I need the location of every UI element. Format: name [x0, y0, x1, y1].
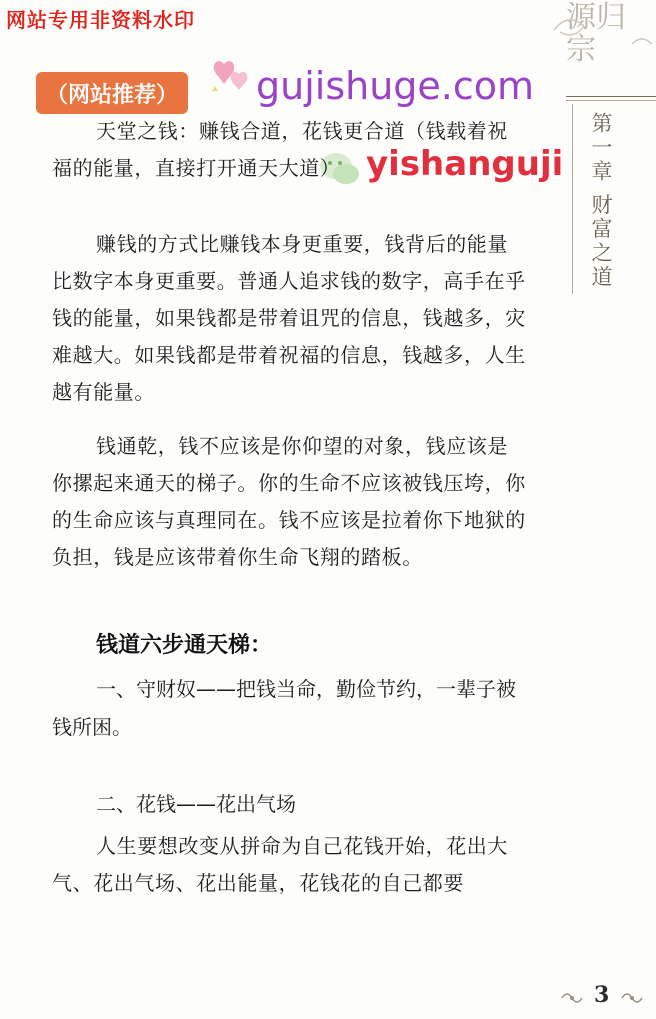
step-2-title: 二、花钱——花出气场	[96, 792, 296, 816]
paragraph-3: 钱通乾，钱不应该是你仰望的对象，钱应该是你摞起来通天的梯子。你的生命不应该被钱压垮，你的生命应该与真理同在。钱不应该是拉着你下地狱的负担，钱是应该带着你生命飞翔的踏板。	[52, 434, 526, 569]
site-handle: yishanguji	[366, 144, 564, 184]
paragraph-2: 赚钱的方式比赚钱本身更重要，钱背后的能量比数字本身更重要。普通人追求钱的数字，高手在乎钱的能量，如果钱都是带着诅咒的信息，钱越多，灾难越大。如果钱都是带着祝福的信息，钱越多，人生越有能量。	[52, 232, 526, 404]
section-heading: 钱道六步通天梯：	[96, 633, 273, 658]
footer-ornament-icon	[620, 988, 644, 1008]
step-2-body: 人生要想改变从拼命为自己花钱开始，花出大气、花出气场、花出能量，花钱花的自己都要	[52, 834, 508, 895]
flourish-ornament-icon	[548, 0, 656, 86]
hearts-icon	[204, 56, 256, 102]
footer-ornament-icon	[560, 988, 584, 1008]
recommend-badge-label: （网站推荐）	[45, 83, 178, 108]
header-decoration: 源归宗	[566, 0, 626, 67]
chapter-label: 第一章 财富之道	[589, 112, 613, 290]
header-rule-secondary	[566, 100, 656, 101]
header-rule	[566, 96, 656, 97]
paragraph-intro: 天堂之钱：赚钱合道，花钱更合道（钱载着祝福的能量，直接打开通天大道）	[52, 119, 508, 180]
chapter-side-rule	[572, 104, 573, 294]
recommend-badge	[36, 72, 188, 114]
page-number: 3	[594, 982, 610, 1008]
step-1: 一、守财奴——把钱当命，勤俭节约，一辈子被钱所困。	[52, 677, 516, 739]
watermark-text: 网站专用非资料水印	[6, 8, 195, 32]
site-domain: gujishuge.com	[256, 64, 535, 108]
